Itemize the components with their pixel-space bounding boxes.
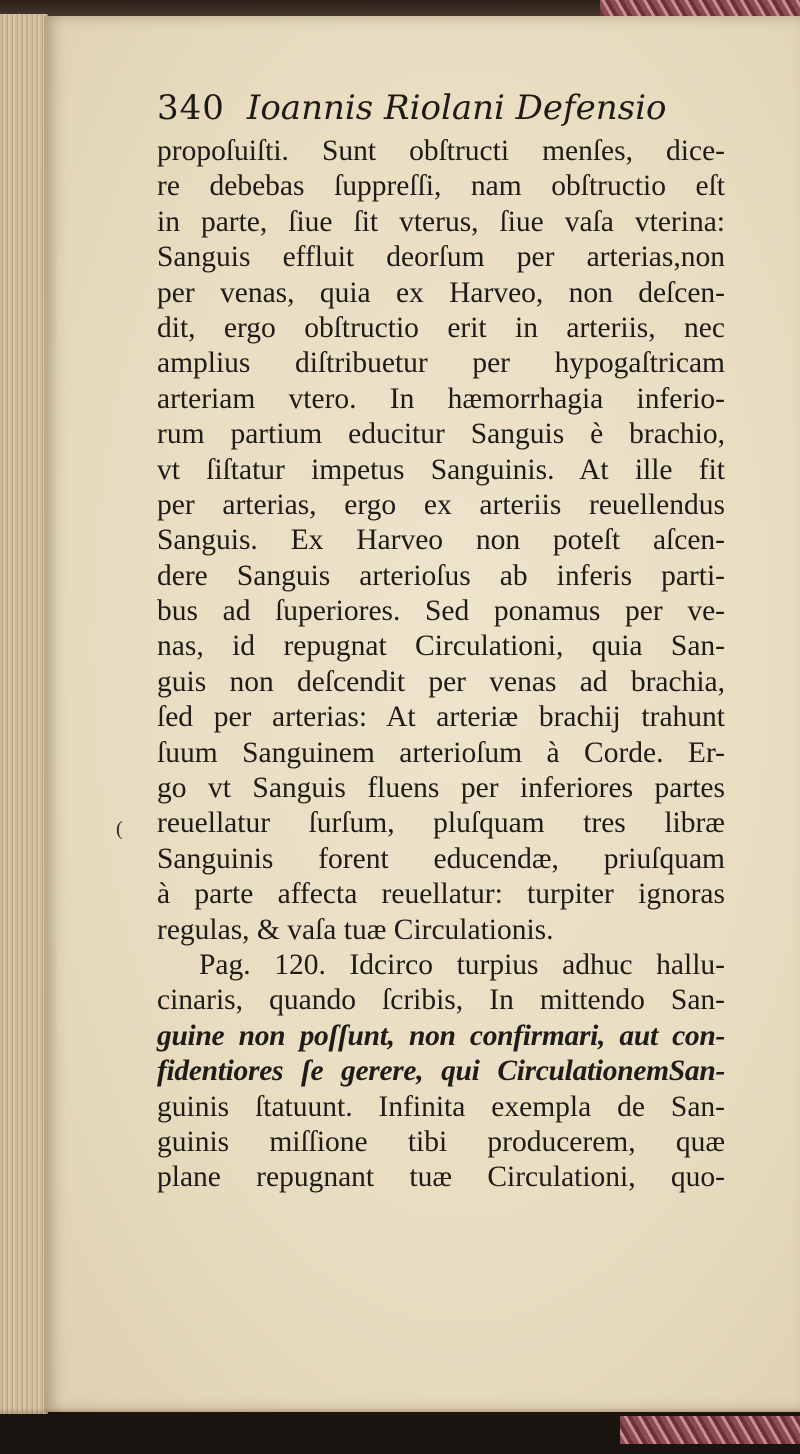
margin-mark: (: [116, 818, 123, 840]
text-line: regulas, & vaſa tuæ Circulationis.: [157, 913, 554, 946]
text-line: guis non deſcendit per venas ad brachia,: [157, 665, 725, 698]
text-line: per venas, quia ex Harveo, non deſcen-: [157, 276, 725, 309]
running-title: Ioannis Riolani Defensio: [246, 88, 667, 128]
text-line: reuellatur ſurſum, pluſquam tres libræ: [157, 807, 725, 840]
text-line: rum partium educitur Sanguis è brachio,: [157, 418, 725, 451]
text-line: bus ad ſuperiores. Sed ponamus per ve-: [157, 595, 725, 628]
page-number: 340: [157, 88, 225, 128]
text-line: go vt Sanguis fluens per inferiores partes: [157, 772, 725, 805]
text-line: fidentiores ſe gerere, qui CirculationemSan-: [157, 1055, 725, 1088]
text-line: dere Sanguis arterioſus ab inferis parti-: [157, 559, 725, 592]
text-line: in parte, ſiue ſit vterus, ſiue vaſa vterina:: [157, 205, 725, 238]
text-line: propoſuiſti. Sunt obſtructi menſes, dice-: [157, 135, 725, 167]
text-line: per arterias, ergo ex arteriis reuellendus: [157, 488, 725, 521]
text-line: re debebas ſuppreſſi, nam obſtructio eſt: [157, 170, 725, 203]
text-line: nas, id repugnat Circulationi, quia San-: [157, 630, 725, 663]
text-line: guinis miſſione tibi producerem, quæ: [157, 1125, 725, 1158]
running-head: [157, 88, 777, 136]
text-line: guine non poſſunt, non confirmari, aut con-: [157, 1019, 725, 1052]
text-line: plane repugnant tuæ Circulationi, quo-: [157, 1161, 725, 1194]
text-line: cinaris, quando ſcribis, In mittendo San-: [157, 984, 725, 1017]
page-stack-edge: [0, 14, 48, 1414]
text-line: à parte affecta reuellatur: turpiter ignoras: [157, 878, 725, 911]
text-line: Sanguis. Ex Harveo non poteſt aſcen-: [157, 524, 725, 557]
text-line: ſed per arterias: At arteriæ brachij trahunt: [157, 701, 725, 734]
text-line: vt ſiſtatur impetus Sanguinis. At ille fit: [157, 453, 725, 486]
text-line: Pag. 120. Idcirco turpius adhuc hallu-: [199, 948, 725, 981]
text-line: ſuum Sanguinem arterioſum à Corde. Er-: [157, 736, 725, 769]
text-line: Sanguinis forent educendæ, priuſquam: [157, 842, 725, 875]
text-line: arteriam vtero. In hæmorrhagia inferio-: [157, 382, 725, 415]
ribbon-bookmark-tail: [620, 1416, 800, 1444]
text-line: dit, ergo obſtructio erit in arteriis, nec: [157, 311, 725, 344]
text-line: guinis ſtatuunt. Infinita exempla de San-: [157, 1090, 725, 1123]
text-line: amplius diſtribuetur per hypogaſtricam: [157, 347, 725, 380]
body-text: [157, 134, 725, 1196]
text-line: Sanguis effluit deorſum per arterias,non: [157, 241, 725, 274]
